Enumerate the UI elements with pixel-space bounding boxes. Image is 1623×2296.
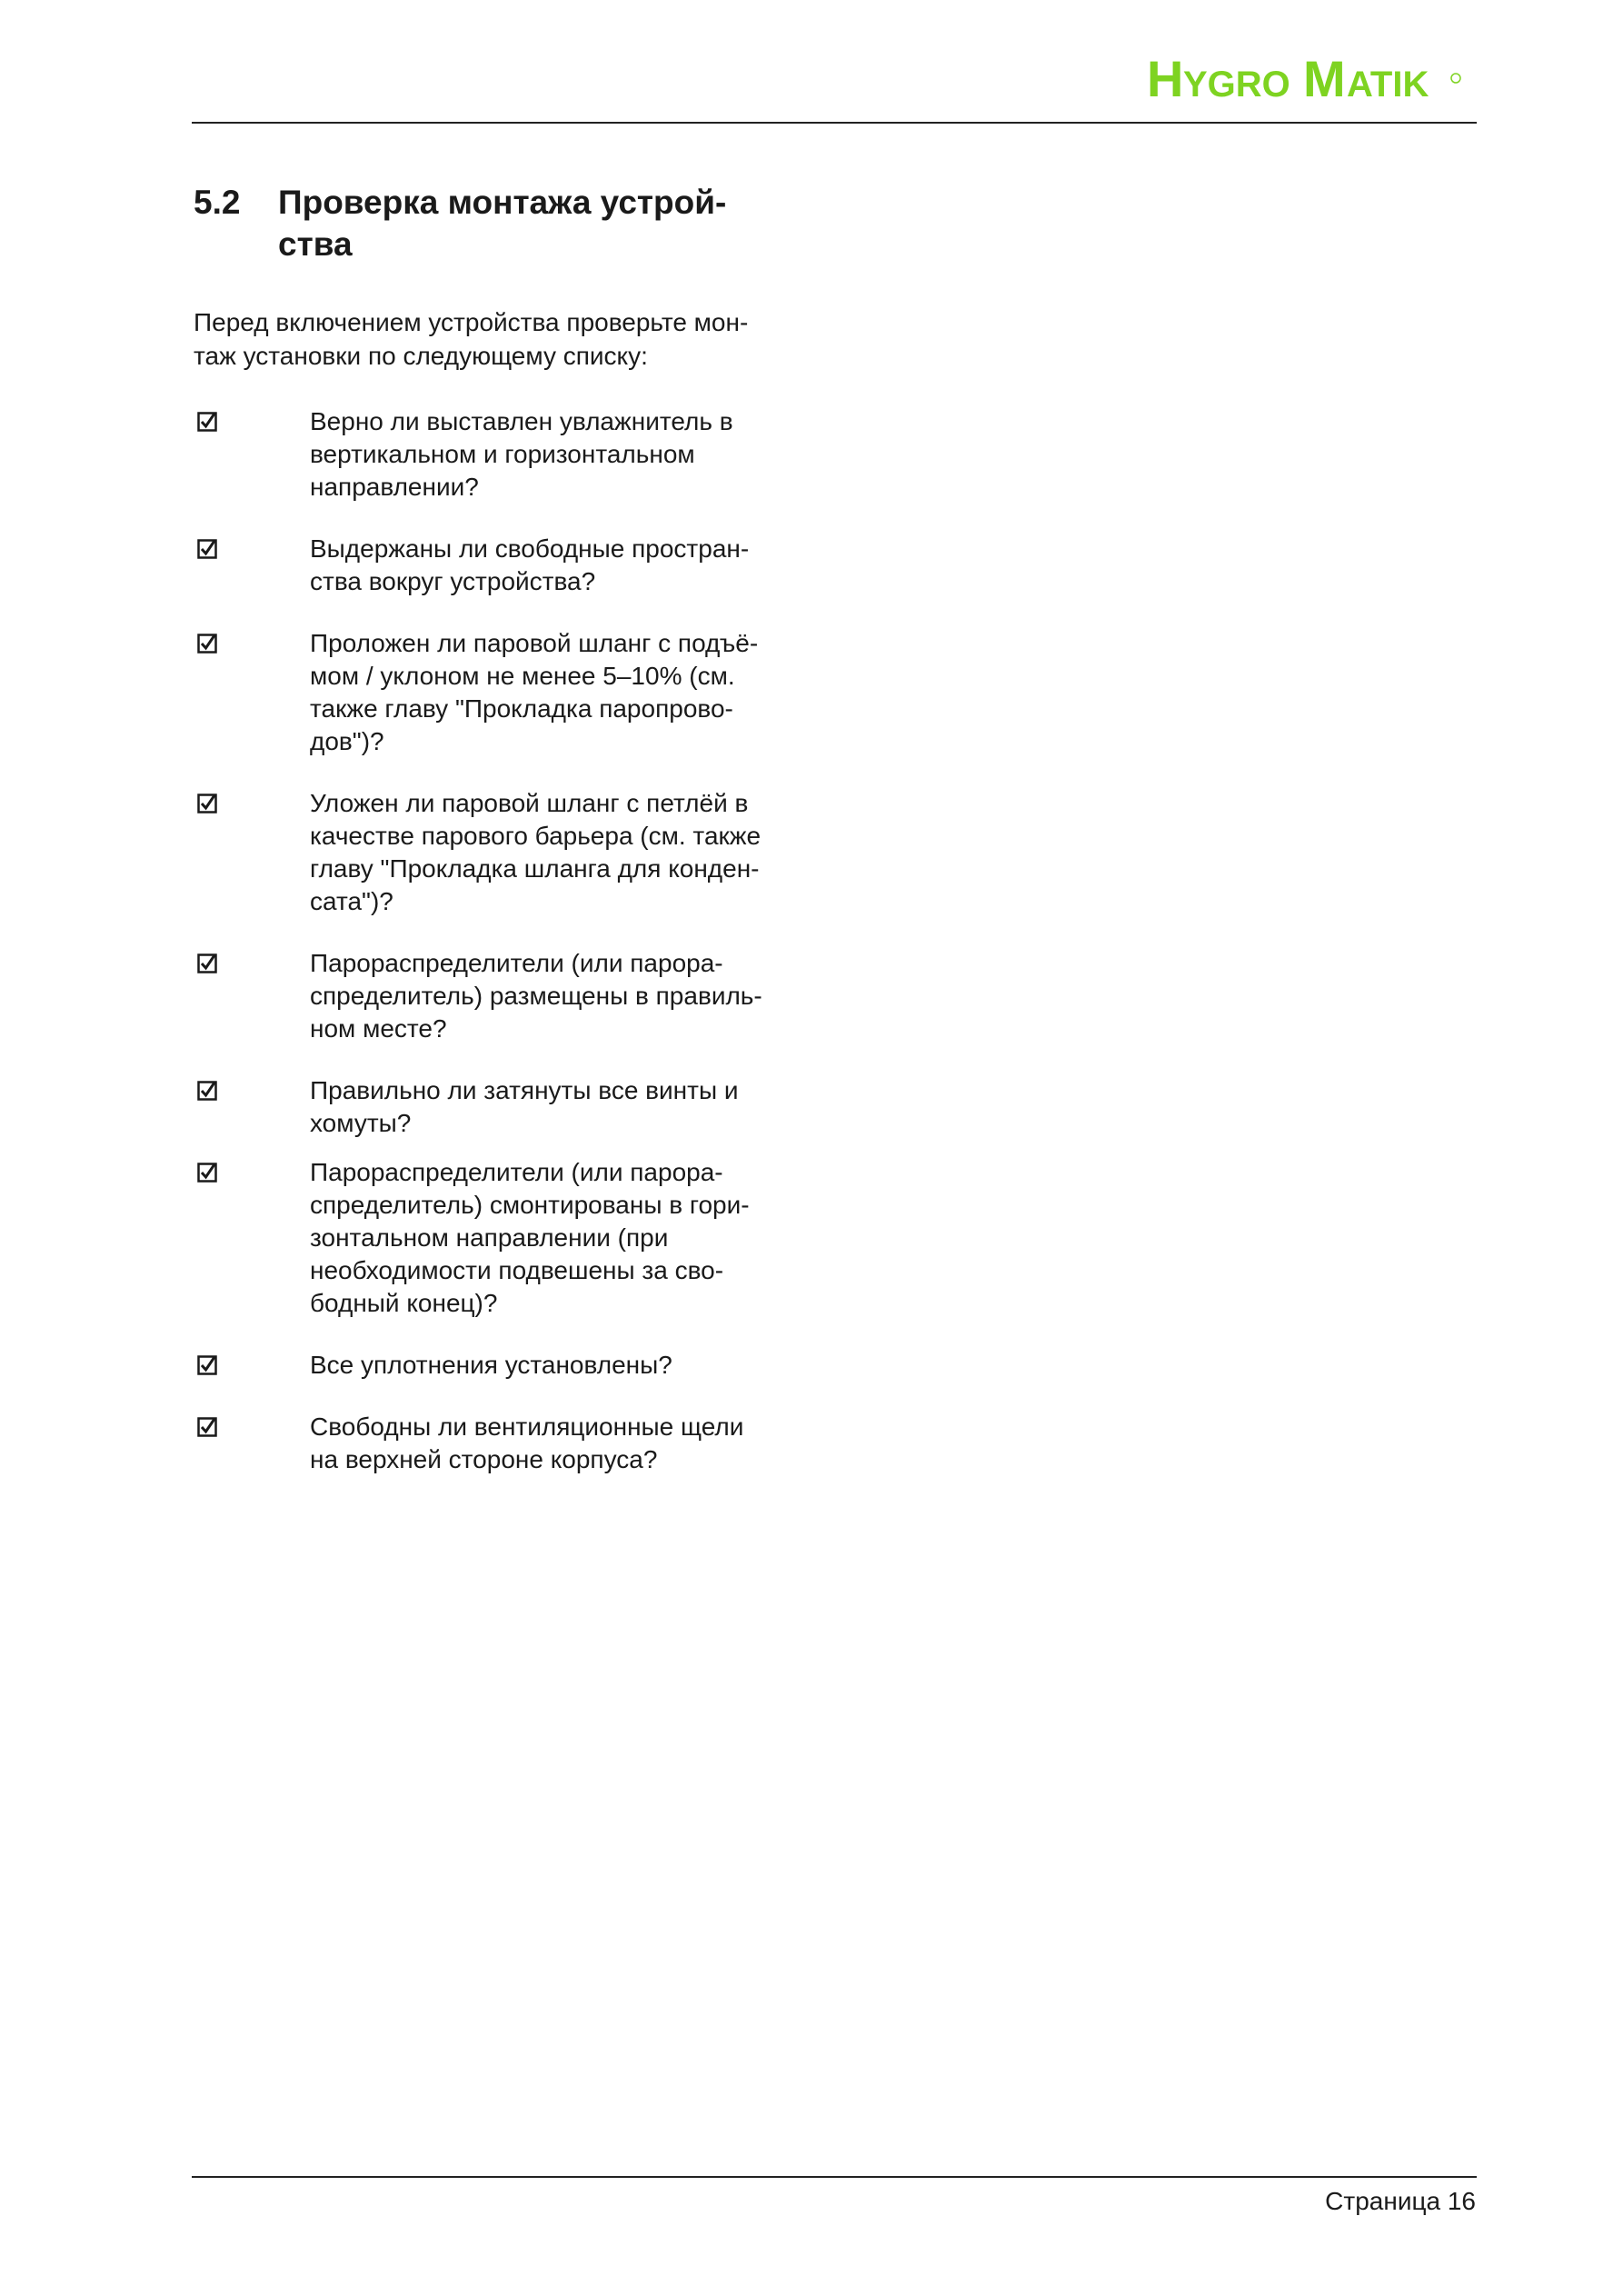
svg-text:ATIK: ATIK: [1347, 65, 1429, 105]
checklist-item-line: Верно ли выставлен увлажнитель в: [310, 407, 733, 435]
checked-box-icon: [194, 1411, 310, 1443]
checklist: [194, 405, 802, 1476]
checklist-item-line: мом / уклоном не менее 5–10% (см.: [310, 662, 735, 690]
header-rule: [192, 122, 1477, 124]
checklist-item-text: [310, 1074, 802, 1140]
checklist-item-line: спределитель) размещены в правиль-: [310, 982, 762, 1010]
checklist-item-text: [310, 787, 802, 918]
checked-box-icon: [194, 787, 310, 820]
checklist-item: [194, 405, 802, 504]
checklist-item-text: [310, 405, 802, 504]
checklist-item: [194, 627, 802, 758]
checklist-item-line: спределитель) смонтированы в гори-: [310, 1191, 750, 1219]
checklist-item-line: ства вокруг устройства?: [310, 567, 596, 595]
checklist-item-text: [310, 533, 802, 598]
checked-box-icon: [194, 947, 310, 980]
checked-box-icon: [194, 1074, 310, 1107]
checklist-item-line: Проложен ли паровой шланг с подъё-: [310, 629, 759, 657]
checklist-item-text: [310, 947, 802, 1045]
checklist-item-line: главу "Прокладка шланга для конден-: [310, 854, 760, 883]
svg-text:H: H: [1147, 53, 1184, 107]
checklist-item: [194, 1074, 802, 1140]
checklist-item-line: направлении?: [310, 473, 479, 501]
intro-paragraph: [194, 305, 802, 373]
checked-box-icon: [194, 533, 310, 565]
hygromatik-logo: [1147, 53, 1461, 111]
checklist-item-line: качестве парового барьера (см. также: [310, 822, 762, 850]
checklist-item-text: [310, 627, 802, 758]
intro-line: таж установки по следующему списку:: [194, 342, 648, 370]
footer-rule: [192, 2176, 1477, 2178]
checked-box-icon: [194, 627, 310, 660]
checklist-item-text: [310, 1349, 802, 1382]
svg-text:YGRO: YGRO: [1183, 65, 1290, 105]
checklist-item-line: необходимости подвешены за сво-: [310, 1256, 724, 1284]
checklist-item-line: зонтальном направлении (при: [310, 1223, 669, 1252]
checklist-item-line: Правильно ли затянуты все винты и: [310, 1076, 739, 1104]
page-number: Страница 16: [1325, 2187, 1476, 2215]
checklist-item-line: Парораспределители (или парора-: [310, 949, 723, 977]
section-heading: [194, 182, 802, 265]
checklist-item: [194, 1156, 802, 1320]
checklist-item-line: хомуты?: [310, 1109, 412, 1137]
checked-box-icon: [194, 1156, 310, 1189]
checklist-item-text: [310, 1411, 802, 1476]
checklist-item: [194, 787, 802, 918]
checklist-item-line: Уложен ли паровой шланг с петлёй в: [310, 789, 749, 817]
checklist-item-line: Все уплотнения установлены?: [310, 1351, 672, 1379]
checklist-item-line: также главу "Прокладка паропрово-: [310, 694, 733, 723]
section-title-line: ства: [278, 225, 353, 263]
svg-text:M: M: [1303, 53, 1346, 107]
checklist-item-text: [310, 1156, 802, 1320]
checklist-item-line: бодный конец)?: [310, 1289, 498, 1317]
checklist-item-line: сата")?: [310, 887, 393, 915]
checklist-item-line: Свободны ли вентиляционные щели: [310, 1413, 744, 1441]
checklist-item-line: Выдержаны ли свободные простран-: [310, 534, 750, 563]
checklist-item-line: ном месте?: [310, 1014, 447, 1043]
checklist-item: [194, 947, 802, 1045]
intro-line: Перед включением устройства проверьте мон-: [194, 308, 749, 336]
section-number: 5.2: [194, 184, 241, 221]
checklist-item-line: на верхней стороне корпуса?: [310, 1445, 658, 1473]
checked-box-icon: [194, 1349, 310, 1382]
checklist-item: [194, 1349, 802, 1382]
section-title: [278, 182, 802, 265]
checked-box-icon: [194, 405, 310, 438]
section-title-line: Проверка монтажа устрой-: [278, 184, 727, 221]
checklist-item: [194, 533, 802, 598]
page-content: [194, 182, 802, 1505]
checklist-item-line: дов")?: [310, 727, 384, 755]
checklist-item: [194, 1411, 802, 1476]
checklist-item-line: Парораспределители (или парора-: [310, 1158, 723, 1186]
checklist-item-line: вертикальном и горизонтальном: [310, 440, 695, 468]
